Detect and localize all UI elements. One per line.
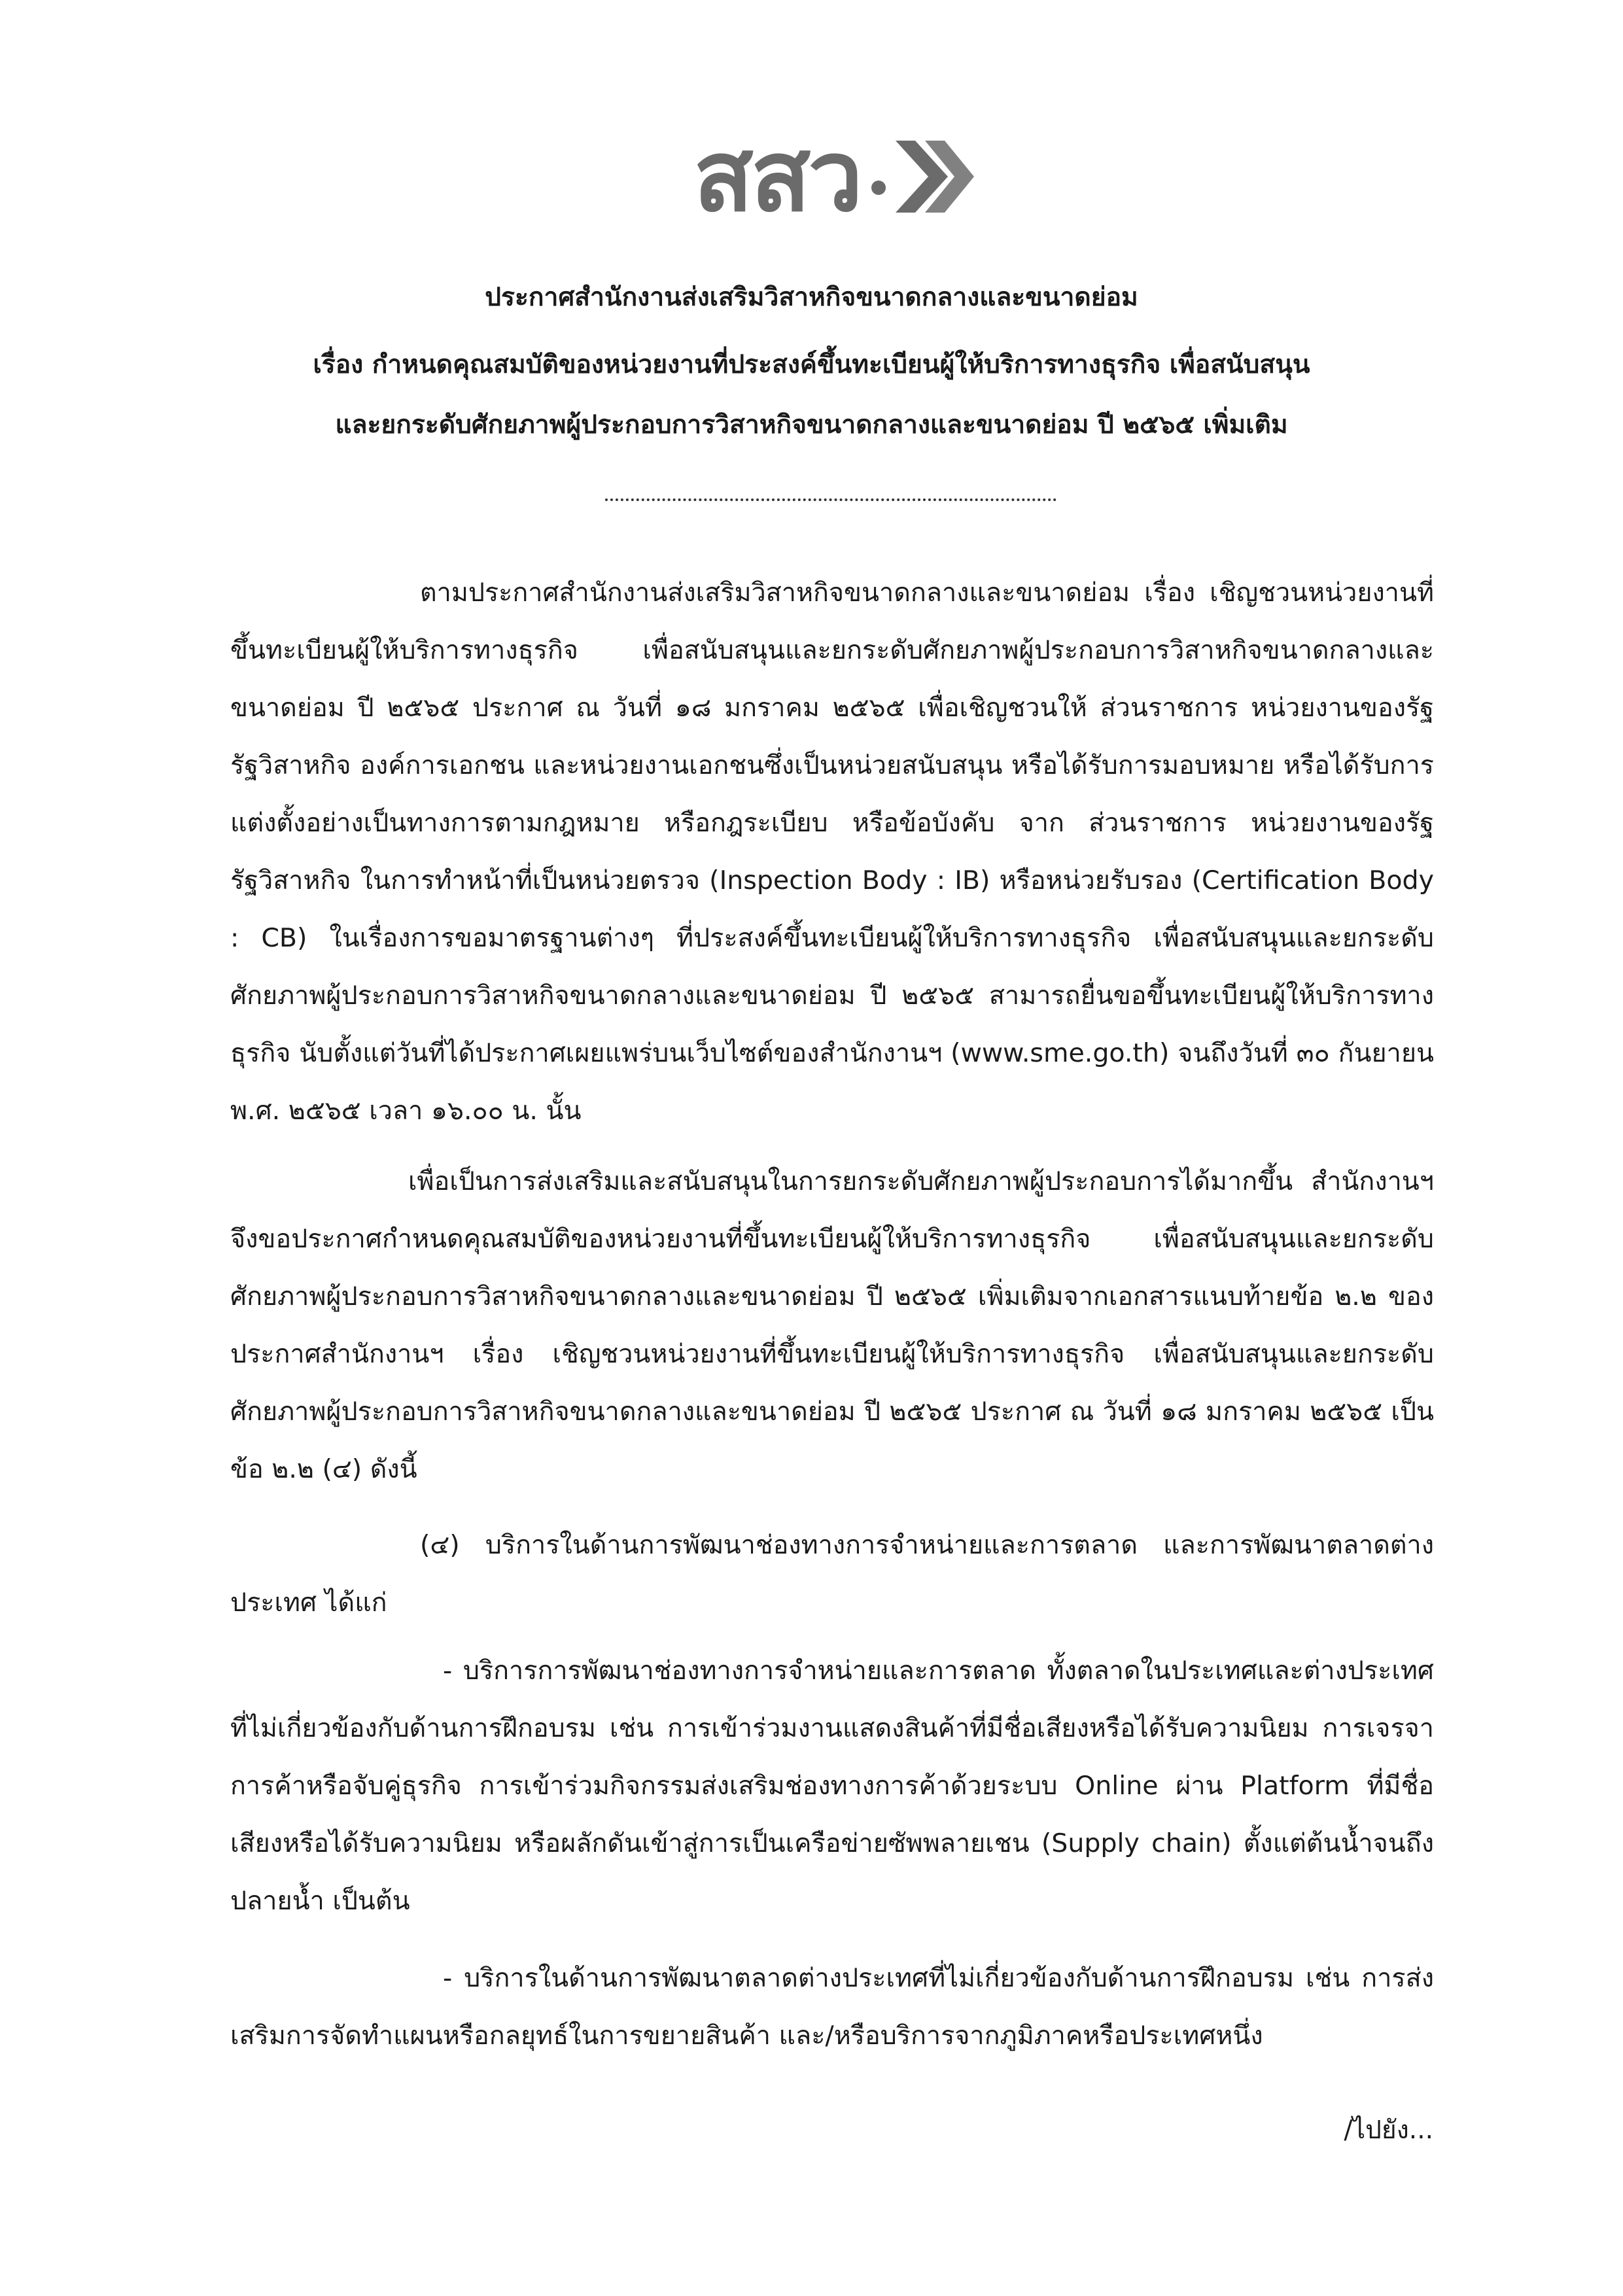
document-body-2 bbox=[230, 1153, 1434, 1498]
bullet-foreign-market: - บริการในด้านการพัฒนาตลาดต่างประเทศที่ไม่เกี่ยวข้องกับด้านการฝึกอบรม เช่น การส่งเสริมการจัดทำแผนหรือกลยุทธ์ในการขยายสินค้า และ/หรือบริการจากภูมิภาคหรือประเทศหนึ่ง bbox=[230, 1963, 1434, 2051]
logo-text: สสว bbox=[693, 120, 861, 234]
continued-marker: /ไปยัง... bbox=[1344, 2115, 1433, 2145]
paragraph-item-4: (๔) บริการในด้านการพัฒนาช่องทางการจำหน่ายและการตลาด และการพัฒนาตลาดต่างประเทศ ได้แก่ bbox=[230, 1530, 1434, 1618]
sme-logo bbox=[693, 114, 1021, 239]
announcement-subject-line2: และยกระดับศักยภาพผู้ประกอบการวิสาหกิจขนาดกลางและขนาดย่อม ปี ๒๕๖๕ เพิ่มเติม bbox=[335, 410, 1288, 440]
paragraph-intro: ตามประกาศสำนักงานส่งเสริมวิสาหกิจขนาดกลางและขนาดย่อม เรื่อง เชิญชวนหน่วยงานที่ขึ้นทะเบียนผู้ให้บริการทางธุรกิจ เพื่อสนับสนุนและยกระดับศักยภาพผู้ประกอบการวิสาหกิจขนาดกลางและขนาดย่อม ปี ๒๕๖๕ ประกาศ ณ วันที่ ๑๘ มกราคม ๒๕๖๕ เพื่อเชิญชวนให้ ส่วนราชการ หน่วยงานของรัฐ รัฐวิสาหกิจ องค์การเอกชน และหน่วยงานเอกชนซึ่งเป็นหน่วยสนับสนุน หรือได้รับการมอบหมาย หรือได้รับการแต่งตั้งอย่างเป็นทางการตามกฎหมาย หรือกฎระเบียบ หรือข้อบังคับ จาก ส่วนราชการ หน่วยงานของรัฐ รัฐวิสาหกิจ ในการทำหน้าที่เป็นหน่วยตรวจ (Inspection Body : IB) หรือหน่วยรับรอง (Certification Body : CB) ในเรื่องการขอมาตรฐานต่างๆ ที่ประสงค์ขึ้นทะเบียนผู้ให้บริการทางธุรกิจ เพื่อสนับสนุนและยกระดับศักยภาพผู้ประกอบการวิสาหกิจขนาดกลางและขนาดย่อม ปี ๒๕๖๕ สามารถยื่นขอขึ้นทะเบียนผู้ให้บริการทางธุรกิจ นับตั้งแต่วันที่ได้ประกาศเผยแพร่บนเว็บไซต์ของสำนักงานฯ (www.sme.go.th) จนถึงวันที่ ๓๐ กันยายน พ.ศ. ๒๕๖๕ เวลา ๑๖.๐๐ น. นั้น bbox=[230, 578, 1434, 1126]
paragraph-announcement: เพื่อเป็นการส่งเสริมและสนับสนุนในการยกระดับศักยภาพผู้ประกอบการได้มากขึ้น สำนักงานฯ จึงขอประกาศกำหนดคุณสมบัติของหน่วยงานที่ขึ้นทะเบียนผู้ให้บริการทางธุรกิจ เพื่อสนับสนุนและยกระดับศักยภาพผู้ประกอบการวิสาหกิจขนาดกลางและขนาดย่อม ปี ๒๕๖๕ เพิ่มเติมจากเอกสารแนบท้ายข้อ ๒.๒ ของประกาศสำนักงานฯ เรื่อง เชิญชวนหน่วยงานที่ขึ้นทะเบียนผู้ให้บริการทางธุรกิจ เพื่อสนับสนุนและยกระดับศักยภาพผู้ประกอบการวิสาหกิจขนาดกลางและขนาดย่อม ปี ๒๕๖๕ ประกาศ ณ วันที่ ๑๘ มกราคม ๒๕๖๕ เป็นข้อ ๒.๒ (๔) ดังนี้ bbox=[230, 1166, 1434, 1484]
document-body bbox=[230, 564, 1434, 1139]
document-body-5 bbox=[230, 1949, 1434, 2064]
announcement-title: ประกาศสำนักงานส่งเสริมวิสาหกิจขนาดกลางและขนาดย่อม bbox=[485, 283, 1138, 312]
chevron-logo-icon bbox=[869, 128, 974, 226]
document-body-3 bbox=[230, 1516, 1434, 1631]
document-body-4 bbox=[230, 1642, 1434, 1930]
announcement-subject-line1: เรื่อง กำหนดคุณสมบัติของหน่วยงานที่ประสงค์ขึ้นทะเบียนผู้ให้บริการทางธุรกิจ เพื่อสนับสนุน bbox=[313, 350, 1310, 379]
dotted-divider bbox=[605, 498, 1056, 501]
bullet-marketing-channels: - บริการการพัฒนาช่องทางการจำหน่ายและการตลาด ทั้งตลาดในประเทศและต่างประเทศ ที่ไม่เกี่ยวข้องกับด้านการฝึกอบรม เช่น การเข้าร่วมงานแสดงสินค้าที่มีชื่อเสียงหรือได้รับความนิยม การเจรจาการค้าหรือจับคู่ธุรกิจ การเข้าร่วมกิจกรรมส่งเสริมช่องทางการค้าด้วยระบบ Online ผ่าน Platform ที่มีชื่อเสียงหรือได้รับความนิยม หรือผลักดันเข้าสู่การเป็นเครือข่ายซัพพลายเชน (Supply chain) ตั้งแต่ต้นน้ำจนถึงปลายน้ำ เป็นต้น bbox=[230, 1656, 1434, 1916]
